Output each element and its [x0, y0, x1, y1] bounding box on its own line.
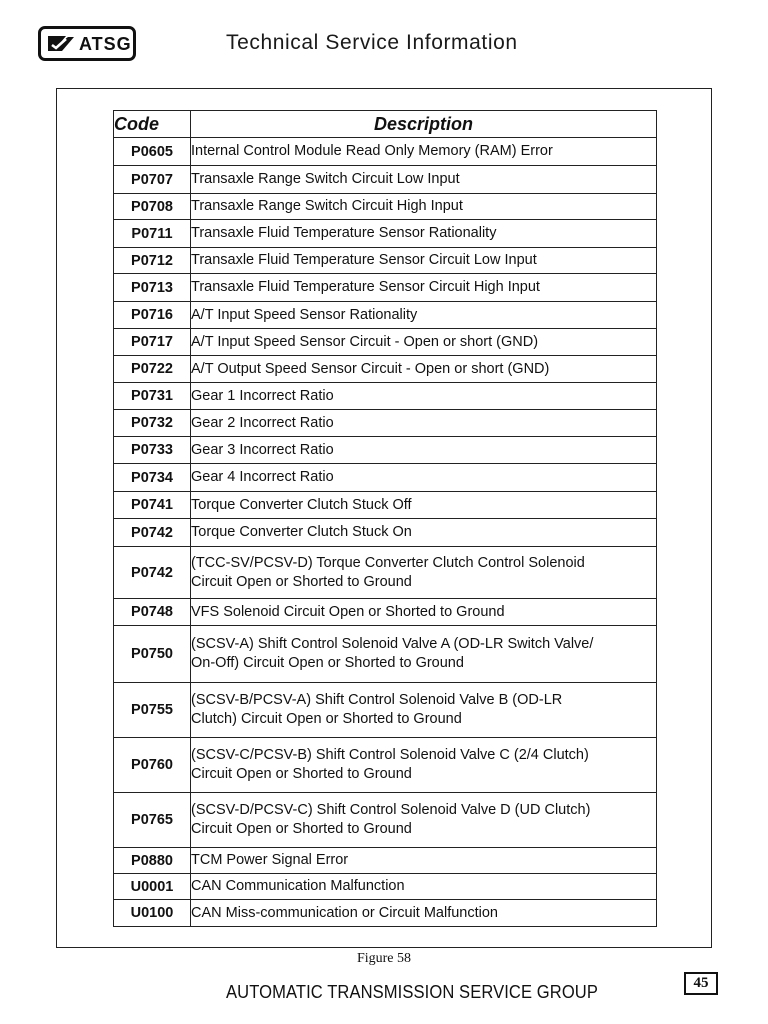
dtc-code: P0722: [114, 356, 191, 383]
dtc-code: P0742: [114, 547, 191, 599]
table-row: [114, 248, 657, 274]
description-line: Torque Converter Clutch Stuck On: [191, 524, 412, 540]
description-line: A/T Input Speed Sensor Rationality: [191, 306, 418, 323]
dtc-description: [191, 437, 657, 464]
dtc-description: [191, 464, 657, 492]
description-line: Transaxle Range Switch Circuit High Input: [191, 198, 463, 214]
footer-org: AUTOMATIC TRANSMISSION SERVICE GROUP: [226, 982, 598, 1002]
dtc-code: P0765: [114, 793, 191, 848]
table-row: [114, 683, 657, 738]
table-row: [114, 547, 657, 599]
table-row: [114, 437, 657, 464]
table-body: [114, 138, 657, 927]
description-line: VFS Solenoid Circuit Open or Shorted to Ground: [191, 603, 505, 620]
description-line: Gear 4 Incorrect Ratio: [191, 469, 334, 485]
table-row: [114, 848, 657, 874]
page-title: Technical Service Information: [226, 31, 518, 54]
description-line: Transaxle Range Switch Circuit Low Input: [191, 171, 460, 187]
dtc-description: [191, 599, 657, 626]
description-line: Gear 3 Incorrect Ratio: [191, 441, 334, 458]
dtc-code: U0100: [114, 900, 191, 927]
table-row: [114, 464, 657, 492]
dtc-description: [191, 383, 657, 410]
description-column-header: Description: [191, 111, 657, 138]
description-line: (SCSV-D/PCSV-C) Shift Control Solenoid Valve D (UD Clutch): [191, 802, 591, 818]
description-line: Gear 2 Incorrect Ratio: [191, 414, 334, 431]
table-row: [114, 194, 657, 220]
table-row: [114, 410, 657, 437]
description-line: CAN Communication Malfunction: [191, 878, 405, 894]
dtc-description: [191, 547, 657, 599]
dtc-code: P0748: [114, 599, 191, 626]
logo-text: ATSG: [79, 33, 132, 54]
dtc-code: P0750: [114, 626, 191, 683]
table-row: [114, 220, 657, 248]
description-line: Internal Control Module Read Only Memory (RAM) Error: [191, 143, 553, 159]
description-line: A/T Input Speed Sensor Circuit - Open or short (GND): [191, 333, 539, 350]
table-row: [114, 356, 657, 383]
dtc-code: P0733: [114, 437, 191, 464]
dtc-code: P0708: [114, 194, 191, 220]
description-line: (SCSV-B/PCSV-A) Shift Control Solenoid Valve B (OD-LR: [191, 692, 563, 708]
description-line: Transaxle Fluid Temperature Sensor Rationality: [191, 225, 497, 241]
description-line: (SCSV-C/PCSV-B) Shift Control Solenoid Valve C (2/4 Clutch): [191, 747, 589, 763]
atsg-logo: [38, 26, 136, 61]
table-row: [114, 738, 657, 793]
description-line: Torque Converter Clutch Stuck Off: [191, 496, 412, 513]
dtc-description: [191, 626, 657, 683]
description-line: A/T Output Speed Sensor Circuit - Open or short (GND): [191, 360, 550, 377]
description-line: Circuit Open or Shorted to Ground: [191, 766, 412, 782]
dtc-description: [191, 900, 657, 927]
code-column-header: Code: [114, 111, 191, 138]
table-row: [114, 166, 657, 194]
dtc-description: [191, 138, 657, 166]
description-line: Transaxle Fluid Temperature Sensor Circuit Low Input: [191, 252, 537, 268]
dtc-description: [191, 329, 657, 356]
dtc-code: P0732: [114, 410, 191, 437]
table-row: [114, 519, 657, 547]
dtc-code: P0742: [114, 519, 191, 547]
table-row: [114, 329, 657, 356]
dtc-description: [191, 248, 657, 274]
dtc-description: [191, 302, 657, 329]
dtc-description: [191, 683, 657, 738]
dtc-description: [191, 194, 657, 220]
page-number: 45: [684, 972, 718, 995]
description-line: Circuit Open or Shorted to Ground: [191, 821, 412, 837]
dtc-code: P0605: [114, 138, 191, 166]
dtc-table: [113, 110, 657, 927]
table-header-row: [114, 111, 657, 138]
dtc-description: [191, 874, 657, 900]
dtc-code: P0760: [114, 738, 191, 793]
table-row: [114, 874, 657, 900]
dtc-description: [191, 274, 657, 302]
description-line: (TCC-SV/PCSV-D) Torque Converter Clutch Control Solenoid: [191, 554, 585, 571]
dtc-description: [191, 738, 657, 793]
dtc-code: P0713: [114, 274, 191, 302]
dtc-description: [191, 519, 657, 547]
description-line: CAN Miss-communication or Circuit Malfunction: [191, 904, 498, 921]
description-line: Clutch) Circuit Open or Shorted to Ground: [191, 711, 462, 727]
check-flag-icon: [46, 33, 76, 55]
dtc-code: P0734: [114, 464, 191, 492]
dtc-code: U0001: [114, 874, 191, 900]
dtc-code: P0741: [114, 492, 191, 519]
dtc-code: P0755: [114, 683, 191, 738]
table-row: [114, 599, 657, 626]
table-row: [114, 274, 657, 302]
description-line: Transaxle Fluid Temperature Sensor Circuit High Input: [191, 279, 540, 295]
table-row: [114, 793, 657, 848]
dtc-description: [191, 220, 657, 248]
dtc-description: [191, 166, 657, 194]
table-row: [114, 383, 657, 410]
description-line: Circuit Open or Shorted to Ground: [191, 573, 412, 590]
table-row: [114, 492, 657, 519]
table-row: [114, 900, 657, 927]
description-line: (SCSV-A) Shift Control Solenoid Valve A (OD-LR Switch Valve/: [191, 636, 594, 652]
figure-caption: Figure 58: [356, 951, 412, 966]
dtc-description: [191, 793, 657, 848]
table-row: [114, 302, 657, 329]
table-row: [114, 138, 657, 166]
description-line: Gear 1 Incorrect Ratio: [191, 387, 334, 404]
description-line: TCM Power Signal Error: [191, 852, 349, 868]
dtc-description: [191, 848, 657, 874]
dtc-description: [191, 492, 657, 519]
dtc-code: P0712: [114, 248, 191, 274]
dtc-code: P0711: [114, 220, 191, 248]
table-row: [114, 626, 657, 683]
dtc-code: P0731: [114, 383, 191, 410]
dtc-code: P0716: [114, 302, 191, 329]
dtc-code: P0717: [114, 329, 191, 356]
dtc-description: [191, 356, 657, 383]
dtc-code: P0707: [114, 166, 191, 194]
dtc-code: P0880: [114, 848, 191, 874]
description-line: On-Off) Circuit Open or Shorted to Ground: [191, 655, 464, 671]
dtc-description: [191, 410, 657, 437]
